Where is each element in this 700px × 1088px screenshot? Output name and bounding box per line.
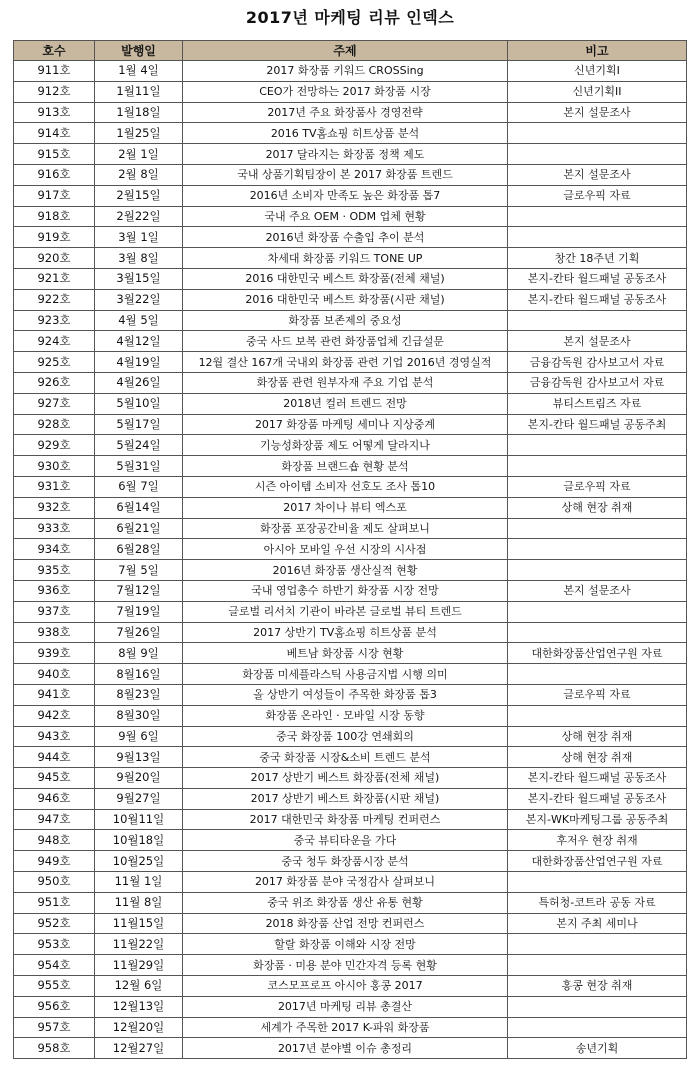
note-cell: 본지 설문조사 <box>508 331 687 352</box>
issue-number-cell: 911호 <box>14 61 95 82</box>
topic-cell: 2017년 분야별 이슈 총정리 <box>183 1038 508 1059</box>
issue-number-cell: 935호 <box>14 560 95 581</box>
issue-number-cell: 931호 <box>14 476 95 497</box>
issue-number-cell: 958호 <box>14 1038 95 1059</box>
table-row <box>14 1017 687 1038</box>
topic-cell: 2018 화장품 산업 전망 컨퍼런스 <box>183 913 508 934</box>
note-cell: 상해 현장 취재 <box>508 747 687 768</box>
publish-date-cell: 5월17일 <box>95 414 183 435</box>
note-cell: 글로우픽 자료 <box>508 684 687 705</box>
issue-number-cell: 918호 <box>14 206 95 227</box>
issue-number-cell: 915호 <box>14 144 95 165</box>
issue-number-cell: 933호 <box>14 518 95 539</box>
topic-cell: 국내 주요 OEM · ODM 업체 현황 <box>183 206 508 227</box>
topic-cell: 2017 상반기 베스트 화장품(시판 채널) <box>183 788 508 809</box>
note-cell <box>508 1017 687 1038</box>
note-cell <box>508 539 687 560</box>
topic-cell: 2017 화장품 분야 국정감사 살펴보니 <box>183 872 508 893</box>
issue-number-cell: 937호 <box>14 601 95 622</box>
note-cell: 본지 설문조사 <box>508 580 687 601</box>
table-row <box>14 601 687 622</box>
table-row <box>14 913 687 934</box>
table-row <box>14 289 687 310</box>
note-cell <box>508 435 687 456</box>
topic-cell: 2017 화장품 키워드 CROSSing <box>183 61 508 82</box>
issue-number-cell: 930호 <box>14 456 95 477</box>
table-body <box>14 61 687 1059</box>
table-row <box>14 414 687 435</box>
publish-date-cell: 11월22일 <box>95 934 183 955</box>
topic-cell: 중국 뷰티타운을 가다 <box>183 830 508 851</box>
table-row <box>14 726 687 747</box>
topic-cell: 2016년 화장품 생산실적 현황 <box>183 560 508 581</box>
topic-cell: 화장품 포장공간비율 제도 살펴보니 <box>183 518 508 539</box>
publish-date-cell: 11월29일 <box>95 955 183 976</box>
topic-cell: 코스모프로프 아시아 홍콩 2017 <box>183 976 508 997</box>
note-cell: 금융감독원 감사보고서 자료 <box>508 352 687 373</box>
column-header-topic: 주제 <box>183 41 508 61</box>
publish-date-cell: 1월 4일 <box>95 61 183 82</box>
topic-cell: 2017 상반기 베스트 화장품(전체 채널) <box>183 768 508 789</box>
table-row <box>14 206 687 227</box>
publish-date-cell: 2월15일 <box>95 185 183 206</box>
issue-number-cell: 946호 <box>14 788 95 809</box>
table-row <box>14 892 687 913</box>
topic-cell: 2016년 소비자 만족도 높은 화장품 톱7 <box>183 185 508 206</box>
note-cell <box>508 227 687 248</box>
note-cell <box>508 996 687 1017</box>
table-row <box>14 81 687 102</box>
note-cell: 홍콩 현장 취재 <box>508 976 687 997</box>
topic-cell: 중국 위조 화장품 생산 유통 현황 <box>183 892 508 913</box>
topic-cell: 국내 영업총수 하반기 화장품 시장 전망 <box>183 580 508 601</box>
publish-date-cell: 2월22일 <box>95 206 183 227</box>
publish-date-cell: 8월30일 <box>95 705 183 726</box>
publish-date-cell: 9월20일 <box>95 768 183 789</box>
publish-date-cell: 7월19일 <box>95 601 183 622</box>
table-row <box>14 747 687 768</box>
table-row <box>14 580 687 601</box>
note-cell: 글로우픽 자료 <box>508 476 687 497</box>
table-row <box>14 185 687 206</box>
note-cell: 상해 현장 취재 <box>508 726 687 747</box>
issue-number-cell: 951호 <box>14 892 95 913</box>
topic-cell: 2016 대한민국 베스트 화장품(시판 채널) <box>183 289 508 310</box>
column-header-issue: 호수 <box>14 41 95 61</box>
table-row <box>14 851 687 872</box>
note-cell <box>508 310 687 331</box>
note-cell: 본지-칸타 월드패널 공동조사 <box>508 289 687 310</box>
issue-number-cell: 940호 <box>14 664 95 685</box>
table-row <box>14 872 687 893</box>
table-row <box>14 248 687 269</box>
table-row <box>14 393 687 414</box>
publish-date-cell: 5월31일 <box>95 456 183 477</box>
issue-number-cell: 920호 <box>14 248 95 269</box>
note-cell <box>508 601 687 622</box>
issue-number-cell: 950호 <box>14 872 95 893</box>
issue-number-cell: 927호 <box>14 393 95 414</box>
issue-number-cell: 924호 <box>14 331 95 352</box>
issue-number-cell: 917호 <box>14 185 95 206</box>
note-cell: 본지-칸타 월드패널 공동조사 <box>508 788 687 809</box>
issue-number-cell: 943호 <box>14 726 95 747</box>
issue-number-cell: 936호 <box>14 580 95 601</box>
table-row <box>14 227 687 248</box>
publish-date-cell: 3월22일 <box>95 289 183 310</box>
table-row <box>14 352 687 373</box>
topic-cell: 중국 사드 보복 관련 화장품업체 긴급설문 <box>183 331 508 352</box>
issue-number-cell: 941호 <box>14 684 95 705</box>
note-cell: 신년기획II <box>508 81 687 102</box>
issue-number-cell: 926호 <box>14 372 95 393</box>
note-cell <box>508 934 687 955</box>
table-row <box>14 372 687 393</box>
topic-cell: 2017 상반기 TV홈쇼핑 히트상품 분석 <box>183 622 508 643</box>
topic-cell: 중국 화장품 시장&소비 트렌드 분석 <box>183 747 508 768</box>
publish-date-cell: 8월 9일 <box>95 643 183 664</box>
topic-cell: 화장품 미세플라스틱 사용금지법 시행 의미 <box>183 664 508 685</box>
note-cell: 본지-칸타 월드패널 공동주최 <box>508 414 687 435</box>
note-cell: 뷰티스트림즈 자료 <box>508 393 687 414</box>
note-cell: 금융감독원 감사보고서 자료 <box>508 372 687 393</box>
topic-cell: 2017년 마케팅 리뷰 총결산 <box>183 996 508 1017</box>
topic-cell: 2018년 컬러 트렌드 전망 <box>183 393 508 414</box>
issue-number-cell: 952호 <box>14 913 95 934</box>
table-row <box>14 268 687 289</box>
table-row <box>14 622 687 643</box>
table-row <box>14 996 687 1017</box>
publish-date-cell: 11월 8일 <box>95 892 183 913</box>
column-header-date: 발행일 <box>95 41 183 61</box>
issue-number-cell: 938호 <box>14 622 95 643</box>
issue-number-cell: 942호 <box>14 705 95 726</box>
table-row <box>14 955 687 976</box>
table-row <box>14 435 687 456</box>
column-header-note: 비고 <box>508 41 687 61</box>
topic-cell: 2017년 주요 화장품사 경영전략 <box>183 102 508 123</box>
note-cell <box>508 622 687 643</box>
issue-number-cell: 957호 <box>14 1017 95 1038</box>
issue-number-cell: 939호 <box>14 643 95 664</box>
table-row <box>14 934 687 955</box>
issue-number-cell: 912호 <box>14 81 95 102</box>
publish-date-cell: 12월13일 <box>95 996 183 1017</box>
table-row <box>14 560 687 581</box>
note-cell: 창간 18주년 기획 <box>508 248 687 269</box>
issue-number-cell: 919호 <box>14 227 95 248</box>
topic-cell: 2016년 화장품 수출입 추이 분석 <box>183 227 508 248</box>
issue-number-cell: 949호 <box>14 851 95 872</box>
issue-number-cell: 913호 <box>14 102 95 123</box>
issue-number-cell: 954호 <box>14 955 95 976</box>
publish-date-cell: 10월25일 <box>95 851 183 872</box>
publish-date-cell: 2월 8일 <box>95 164 183 185</box>
topic-cell: 12월 결산 167개 국내외 화장품 관련 기업 2016년 경영실적 <box>183 352 508 373</box>
publish-date-cell: 9월13일 <box>95 747 183 768</box>
issue-number-cell: 921호 <box>14 268 95 289</box>
note-cell: 본지-칸타 월드패널 공동조사 <box>508 768 687 789</box>
topic-cell: 2016 TV홈쇼핑 히트상품 분석 <box>183 123 508 144</box>
publish-date-cell: 6월 7일 <box>95 476 183 497</box>
issue-number-cell: 932호 <box>14 497 95 518</box>
publish-date-cell: 3월 1일 <box>95 227 183 248</box>
publish-date-cell: 3월 8일 <box>95 248 183 269</box>
issue-number-cell: 944호 <box>14 747 95 768</box>
note-cell: 대한화장품산업연구원 자료 <box>508 851 687 872</box>
note-cell: 상해 현장 취재 <box>508 497 687 518</box>
issue-number-cell: 923호 <box>14 310 95 331</box>
topic-cell: 올 상반기 여성들이 주목한 화장품 톱3 <box>183 684 508 705</box>
table-row <box>14 768 687 789</box>
table-row <box>14 331 687 352</box>
table-row <box>14 830 687 851</box>
publish-date-cell: 7월 5일 <box>95 560 183 581</box>
publish-date-cell: 8월23일 <box>95 684 183 705</box>
issue-number-cell: 934호 <box>14 539 95 560</box>
topic-cell: 2017 화장품 마케팅 세미나 지상중계 <box>183 414 508 435</box>
topic-cell: 2017 달라지는 화장품 정책 제도 <box>183 144 508 165</box>
issue-number-cell: 928호 <box>14 414 95 435</box>
topic-cell: 시즌 아이템 소비자 선호도 조사 톱10 <box>183 476 508 497</box>
topic-cell: 글로벌 리서치 기관이 바라본 글로벌 뷰티 트렌드 <box>183 601 508 622</box>
note-cell <box>508 664 687 685</box>
table-row <box>14 123 687 144</box>
publish-date-cell: 4월19일 <box>95 352 183 373</box>
table-row <box>14 456 687 477</box>
table-row <box>14 61 687 82</box>
issue-number-cell: 948호 <box>14 830 95 851</box>
publish-date-cell: 8월16일 <box>95 664 183 685</box>
table-row <box>14 476 687 497</box>
note-cell: 송년기획 <box>508 1038 687 1059</box>
issue-number-cell: 953호 <box>14 934 95 955</box>
topic-cell: 2017 대한민국 화장품 마케팅 컨퍼런스 <box>183 809 508 830</box>
topic-cell: 화장품 브랜드숍 현황 분석 <box>183 456 508 477</box>
note-cell <box>508 705 687 726</box>
table-row <box>14 144 687 165</box>
publish-date-cell: 1월18일 <box>95 102 183 123</box>
table-row <box>14 684 687 705</box>
publish-date-cell: 11월15일 <box>95 913 183 934</box>
topic-cell: 화장품 온라인 · 모바일 시장 동향 <box>183 705 508 726</box>
issue-number-cell: 945호 <box>14 768 95 789</box>
topic-cell: 화장품 보존제의 중요성 <box>183 310 508 331</box>
note-cell <box>508 560 687 581</box>
table-header-row <box>14 41 687 61</box>
topic-cell: 차세대 화장품 키워드 TONE UP <box>183 248 508 269</box>
publish-date-cell: 1월25일 <box>95 123 183 144</box>
publish-date-cell: 4월 5일 <box>95 310 183 331</box>
note-cell: 본지-칸타 월드패널 공동조사 <box>508 268 687 289</box>
note-cell <box>508 456 687 477</box>
topic-cell: 세계가 주목한 2017 K-파워 화장품 <box>183 1017 508 1038</box>
topic-cell: 2016 대한민국 베스트 화장품(전체 채널) <box>183 268 508 289</box>
table-row <box>14 788 687 809</box>
table-row <box>14 164 687 185</box>
note-cell <box>508 206 687 227</box>
publish-date-cell: 10월11일 <box>95 809 183 830</box>
publish-date-cell: 7월12일 <box>95 580 183 601</box>
issue-number-cell: 955호 <box>14 976 95 997</box>
note-cell: 신년기획I <box>508 61 687 82</box>
note-cell <box>508 518 687 539</box>
publish-date-cell: 12월27일 <box>95 1038 183 1059</box>
table-row <box>14 664 687 685</box>
table-row <box>14 1038 687 1059</box>
publish-date-cell: 6월21일 <box>95 518 183 539</box>
table-row <box>14 497 687 518</box>
topic-cell: 기능성화장품 제도 어떻게 달라지나 <box>183 435 508 456</box>
topic-cell: 중국 화장품 100강 연쇄회의 <box>183 726 508 747</box>
note-cell: 본지 설문조사 <box>508 102 687 123</box>
publish-date-cell: 5월24일 <box>95 435 183 456</box>
table-row <box>14 539 687 560</box>
note-cell: 대한화장품산업연구원 자료 <box>508 643 687 664</box>
publish-date-cell: 2월 1일 <box>95 144 183 165</box>
note-cell: 특허청-코트라 공동 자료 <box>508 892 687 913</box>
topic-cell: 아시아 모바일 우선 시장의 시사점 <box>183 539 508 560</box>
topic-cell: 2017 차이나 뷰티 엑스포 <box>183 497 508 518</box>
issue-number-cell: 914호 <box>14 123 95 144</box>
table-row <box>14 518 687 539</box>
publish-date-cell: 9월27일 <box>95 788 183 809</box>
note-cell: 글로우픽 자료 <box>508 185 687 206</box>
topic-cell: 중국 청두 화장품시장 분석 <box>183 851 508 872</box>
topic-cell: 베트남 화장품 시장 현황 <box>183 643 508 664</box>
note-cell <box>508 955 687 976</box>
publish-date-cell: 4월26일 <box>95 372 183 393</box>
topic-cell: 할랄 화장품 이해와 시장 전망 <box>183 934 508 955</box>
issue-number-cell: 925호 <box>14 352 95 373</box>
publish-date-cell: 3월15일 <box>95 268 183 289</box>
publish-date-cell: 10월18일 <box>95 830 183 851</box>
table-row <box>14 310 687 331</box>
note-cell <box>508 872 687 893</box>
note-cell <box>508 123 687 144</box>
topic-cell: 국내 상품기획팀장이 본 2017 화장품 트렌드 <box>183 164 508 185</box>
publish-date-cell: 12월 6일 <box>95 976 183 997</box>
table-row <box>14 705 687 726</box>
issue-number-cell: 956호 <box>14 996 95 1017</box>
issue-number-cell: 922호 <box>14 289 95 310</box>
index-table <box>13 40 687 1059</box>
publish-date-cell: 7월26일 <box>95 622 183 643</box>
publish-date-cell: 1월11일 <box>95 81 183 102</box>
topic-cell: 화장품 관련 원부자재 주요 기업 분석 <box>183 372 508 393</box>
issue-number-cell: 916호 <box>14 164 95 185</box>
table-row <box>14 643 687 664</box>
note-cell: 본지 주최 세미나 <box>508 913 687 934</box>
note-cell: 본지-WK마케팅그룹 공동주최 <box>508 809 687 830</box>
publish-date-cell: 6월28일 <box>95 539 183 560</box>
note-cell: 후저우 현장 취재 <box>508 830 687 851</box>
issue-number-cell: 929호 <box>14 435 95 456</box>
table-row <box>14 102 687 123</box>
publish-date-cell: 12월20일 <box>95 1017 183 1038</box>
issue-number-cell: 947호 <box>14 809 95 830</box>
topic-cell: CEO가 전망하는 2017 화장품 시장 <box>183 81 508 102</box>
publish-date-cell: 4월12일 <box>95 331 183 352</box>
publish-date-cell: 5월10일 <box>95 393 183 414</box>
table-row <box>14 809 687 830</box>
note-cell: 본지 설문조사 <box>508 164 687 185</box>
note-cell <box>508 144 687 165</box>
topic-cell: 화장품 · 미용 분야 민간자격 등록 현황 <box>183 955 508 976</box>
table-row <box>14 976 687 997</box>
publish-date-cell: 9월 6일 <box>95 726 183 747</box>
publish-date-cell: 6월14일 <box>95 497 183 518</box>
publish-date-cell: 11월 1일 <box>95 872 183 893</box>
page-title: 2017년 마케팅 리뷰 인덱스 <box>245 8 455 27</box>
